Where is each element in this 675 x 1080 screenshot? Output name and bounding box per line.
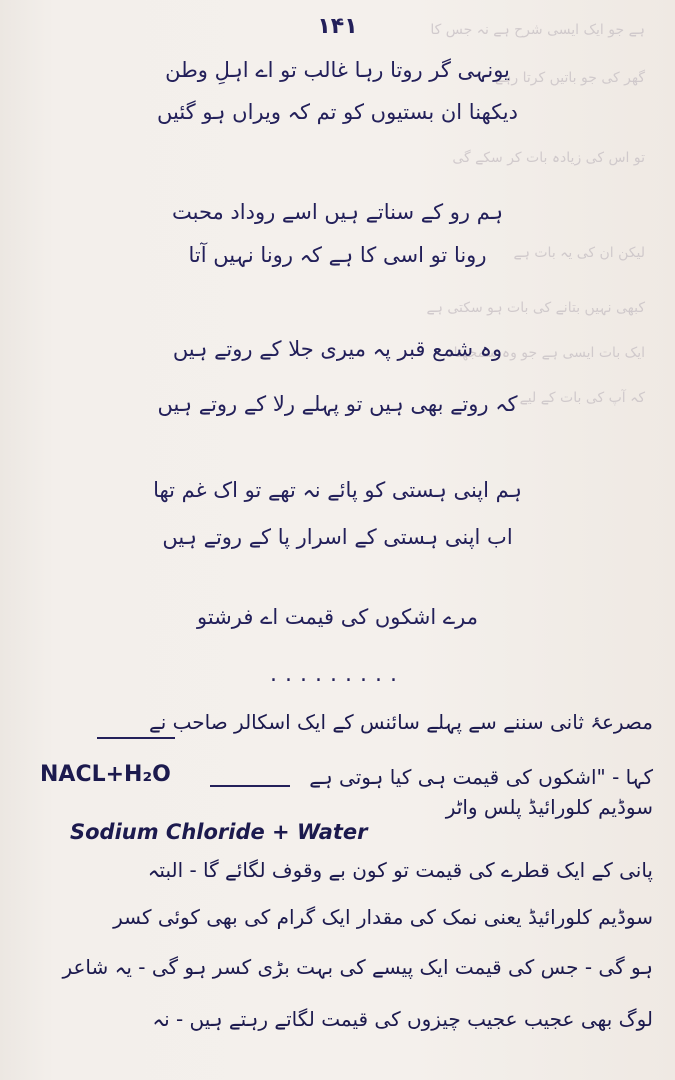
underline bbox=[97, 737, 175, 739]
prose-line: سوڈیم کلورائیڈ پلس واٹر bbox=[445, 795, 653, 819]
bleed-through-text: گھر کی جو باتیں کرتا رہے bbox=[495, 70, 645, 86]
verse-line: مرے اشکوں کی قیمت اے فرشتو bbox=[197, 605, 478, 629]
prose-line: کہا - "اشکوں کی قیمت ہی کیا ہوتی ہے bbox=[309, 765, 653, 789]
dash-rule bbox=[210, 785, 290, 787]
verse-line: دیکھنا ان بستیوں کو تم کہ ویراں ہو گئیں bbox=[157, 100, 518, 124]
chemical-formula: NACL+H₂O bbox=[40, 762, 171, 787]
bleed-through-text: تو اس کی زیادہ بات کر سکے گی bbox=[452, 150, 645, 166]
prose-line: ہو گی - جس کی قیمت ایک پیسے کی بہت بڑی کسر ہو گی - یہ شاعر bbox=[62, 955, 653, 979]
prose-line: مصرعۂ ثانی سننے سے پہلے سائنس کے ایک اسکالر صاحب نے bbox=[148, 710, 653, 734]
verse-line: اب اپنی ہستی کے اسرار پا کے روتے ہیں bbox=[162, 525, 513, 549]
verse-line: ہم رو کے سناتے ہیں اسے روداد محبت bbox=[171, 200, 504, 224]
page-number: ١۴١ bbox=[317, 14, 358, 39]
verse-line: رونا تو اسی کا ہے کہ رونا نہیں آتا bbox=[188, 243, 487, 267]
prose-line: سوڈیم کلورائیڈ یعنی نمک کی مقدار ایک گرام کی بھی کوئی کسر bbox=[113, 905, 653, 929]
verse-line: ہم اپنی ہستی کو پائے نہ تھے تو اک غم تھا bbox=[153, 478, 522, 502]
formula-english: Sodium Chloride + Water bbox=[70, 820, 368, 844]
prose-line: پانی کے ایک قطرے کی قیمت تو کون بے وقوف لگائے گا - البتہ bbox=[147, 858, 653, 882]
verse-line: وہ شمع قبر پہ میری جلا کے روتے ہیں bbox=[172, 337, 503, 361]
bleed-through-text: لیکن ان کی یہ بات ہے bbox=[513, 245, 645, 261]
bleed-through-text: کبھی نہیں بتانے کی بات ہو سکتی ہے bbox=[426, 300, 645, 316]
verse-line: یونہی گر روتا رہا غالب تو اے اہلِ وطن bbox=[165, 58, 510, 82]
bleed-through-text: ایک بات ایسی ہے جو وہ سمجھتا bbox=[453, 345, 645, 361]
prose-line: لوگ بھی عجیب عجیب چیزوں کی قیمت لگاتے رہتے ہیں - نہ bbox=[152, 1007, 653, 1031]
bleed-through-text: ہے جو ایک ایسی شرح ہے نہ جس کا bbox=[430, 22, 645, 38]
bleed-through-text: کہ آپ کی بات کے لیے bbox=[519, 390, 645, 406]
verse-line: کہ روتے بھی ہیں تو پہلے رلا کے روتے ہیں bbox=[157, 392, 518, 416]
ellipsis-dots: ......... bbox=[270, 662, 405, 687]
